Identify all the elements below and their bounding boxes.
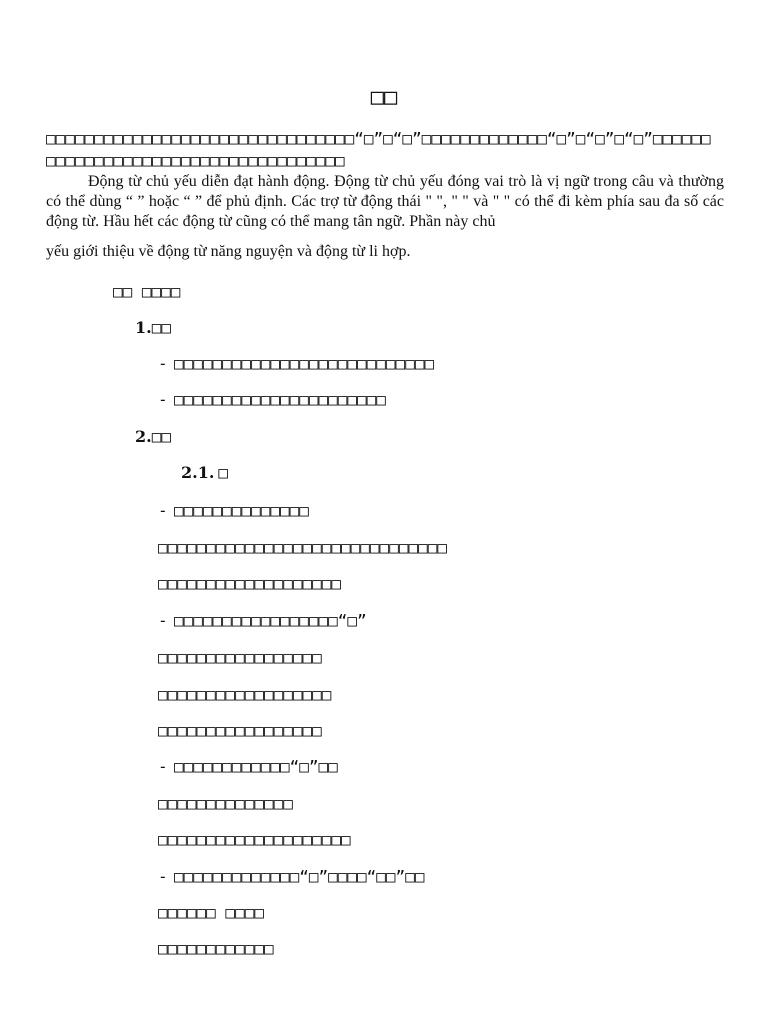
content-line <box>158 756 338 778</box>
content-text: □□□□□□□□□□□□□□□□□“□” <box>174 611 367 630</box>
content-line <box>158 684 331 706</box>
content-text: □□□□□□□□□□□□□□□□□ <box>158 721 322 740</box>
list-item-text: □□□□□□□□□□□□□□□□□□□□□□□□□□□ <box>174 354 435 373</box>
content-line <box>158 647 322 669</box>
list-item-text: □□□□□□□□□□□□□□□□□□□□□□ <box>174 390 386 409</box>
subsection-2-label: □□ <box>151 427 171 446</box>
intro-cjk-paragraph <box>46 128 726 172</box>
content-text: □□□□□□□□□□□□□□□□□□□ <box>158 574 342 593</box>
subsection-1-label: □□ <box>151 318 171 337</box>
content-line <box>158 829 351 851</box>
subsection-2-1-label: □ <box>218 463 229 482</box>
subsection-1-item-2 <box>158 389 386 411</box>
content-line <box>158 902 264 924</box>
content-line <box>158 938 274 960</box>
intro-vietnamese-last-line: yếu giới thiệu về động từ năng nguyện và động từ li hợp. <box>46 243 411 260</box>
content-text: □□□□□□ □□□□ <box>158 903 264 922</box>
dash-marker: - <box>158 867 168 886</box>
content-line <box>158 866 424 888</box>
subsection-2-1-number: 2.1. <box>181 463 215 482</box>
intro-cjk-line-2: □□□□□□□□□□□□□□□□□□□□□□□□□□□□□□□ <box>46 151 345 170</box>
content-text: □□□□□□□□□□□□□□ <box>174 501 309 520</box>
subsection-2-1-heading <box>181 462 228 485</box>
dash-marker: - <box>158 354 168 373</box>
subsection-1-item-1 <box>158 353 434 375</box>
content-line <box>158 610 367 632</box>
dash-marker: - <box>158 611 168 630</box>
subsection-1-heading <box>135 317 171 340</box>
content-text: □□□□□□□□□□□□□□ <box>158 794 293 813</box>
content-text: □□□□□□□□□□□□□□□□□ <box>158 648 322 667</box>
content-line <box>158 537 447 559</box>
content-line <box>158 793 293 815</box>
content-text: □□□□□□□□□□□□□□□□□□□□□□□□□□□□□□ <box>158 538 447 557</box>
page-title: □□ <box>370 85 398 110</box>
intro-vietnamese-text: Động từ chủ yếu diễn đạt hành động. Động từ chủ yếu đóng vai trò là vị ngữ trong câu và thường có thể dùng “ ” hoặc “ ” để phủ định. Các trợ từ động thái " ", " " và " " có thể đi kèm phía sau đa số các động từ. Hầu hết các động từ cũng có thể mang tân ngữ. Phần này chủ <box>46 173 724 230</box>
dash-marker: - <box>158 501 168 520</box>
content-line <box>158 720 322 742</box>
content-text: □□□□□□□□□□□□“□”□□ <box>174 757 338 776</box>
subsection-2-heading <box>135 426 171 449</box>
subsection-1-number: 1. <box>135 318 152 337</box>
content-text: □□□□□□□□□□□□□□□□□□ <box>158 685 332 704</box>
dash-marker: - <box>158 390 168 409</box>
subsection-2-number: 2. <box>135 427 152 446</box>
content-text: □□□□□□□□□□□□□“□”□□□□“□□”□□ <box>174 867 425 886</box>
content-line <box>158 573 341 595</box>
section-heading: □□ □□□□ <box>113 282 181 301</box>
dash-marker: - <box>158 757 168 776</box>
content-text: □□□□□□□□□□□□ <box>158 939 274 958</box>
intro-vietnamese-paragraph <box>46 172 724 232</box>
content-text: □□□□□□□□□□□□□□□□□□□□ <box>158 830 351 849</box>
content-line <box>158 500 309 522</box>
intro-cjk-line-1: □□□□□□□□□□□□□□□□□□□□□□□□□□□□□□□□“□”□“□”□□□□□□□□□□□□□“□”□“□”□“□”□□□□□□ <box>46 129 711 148</box>
